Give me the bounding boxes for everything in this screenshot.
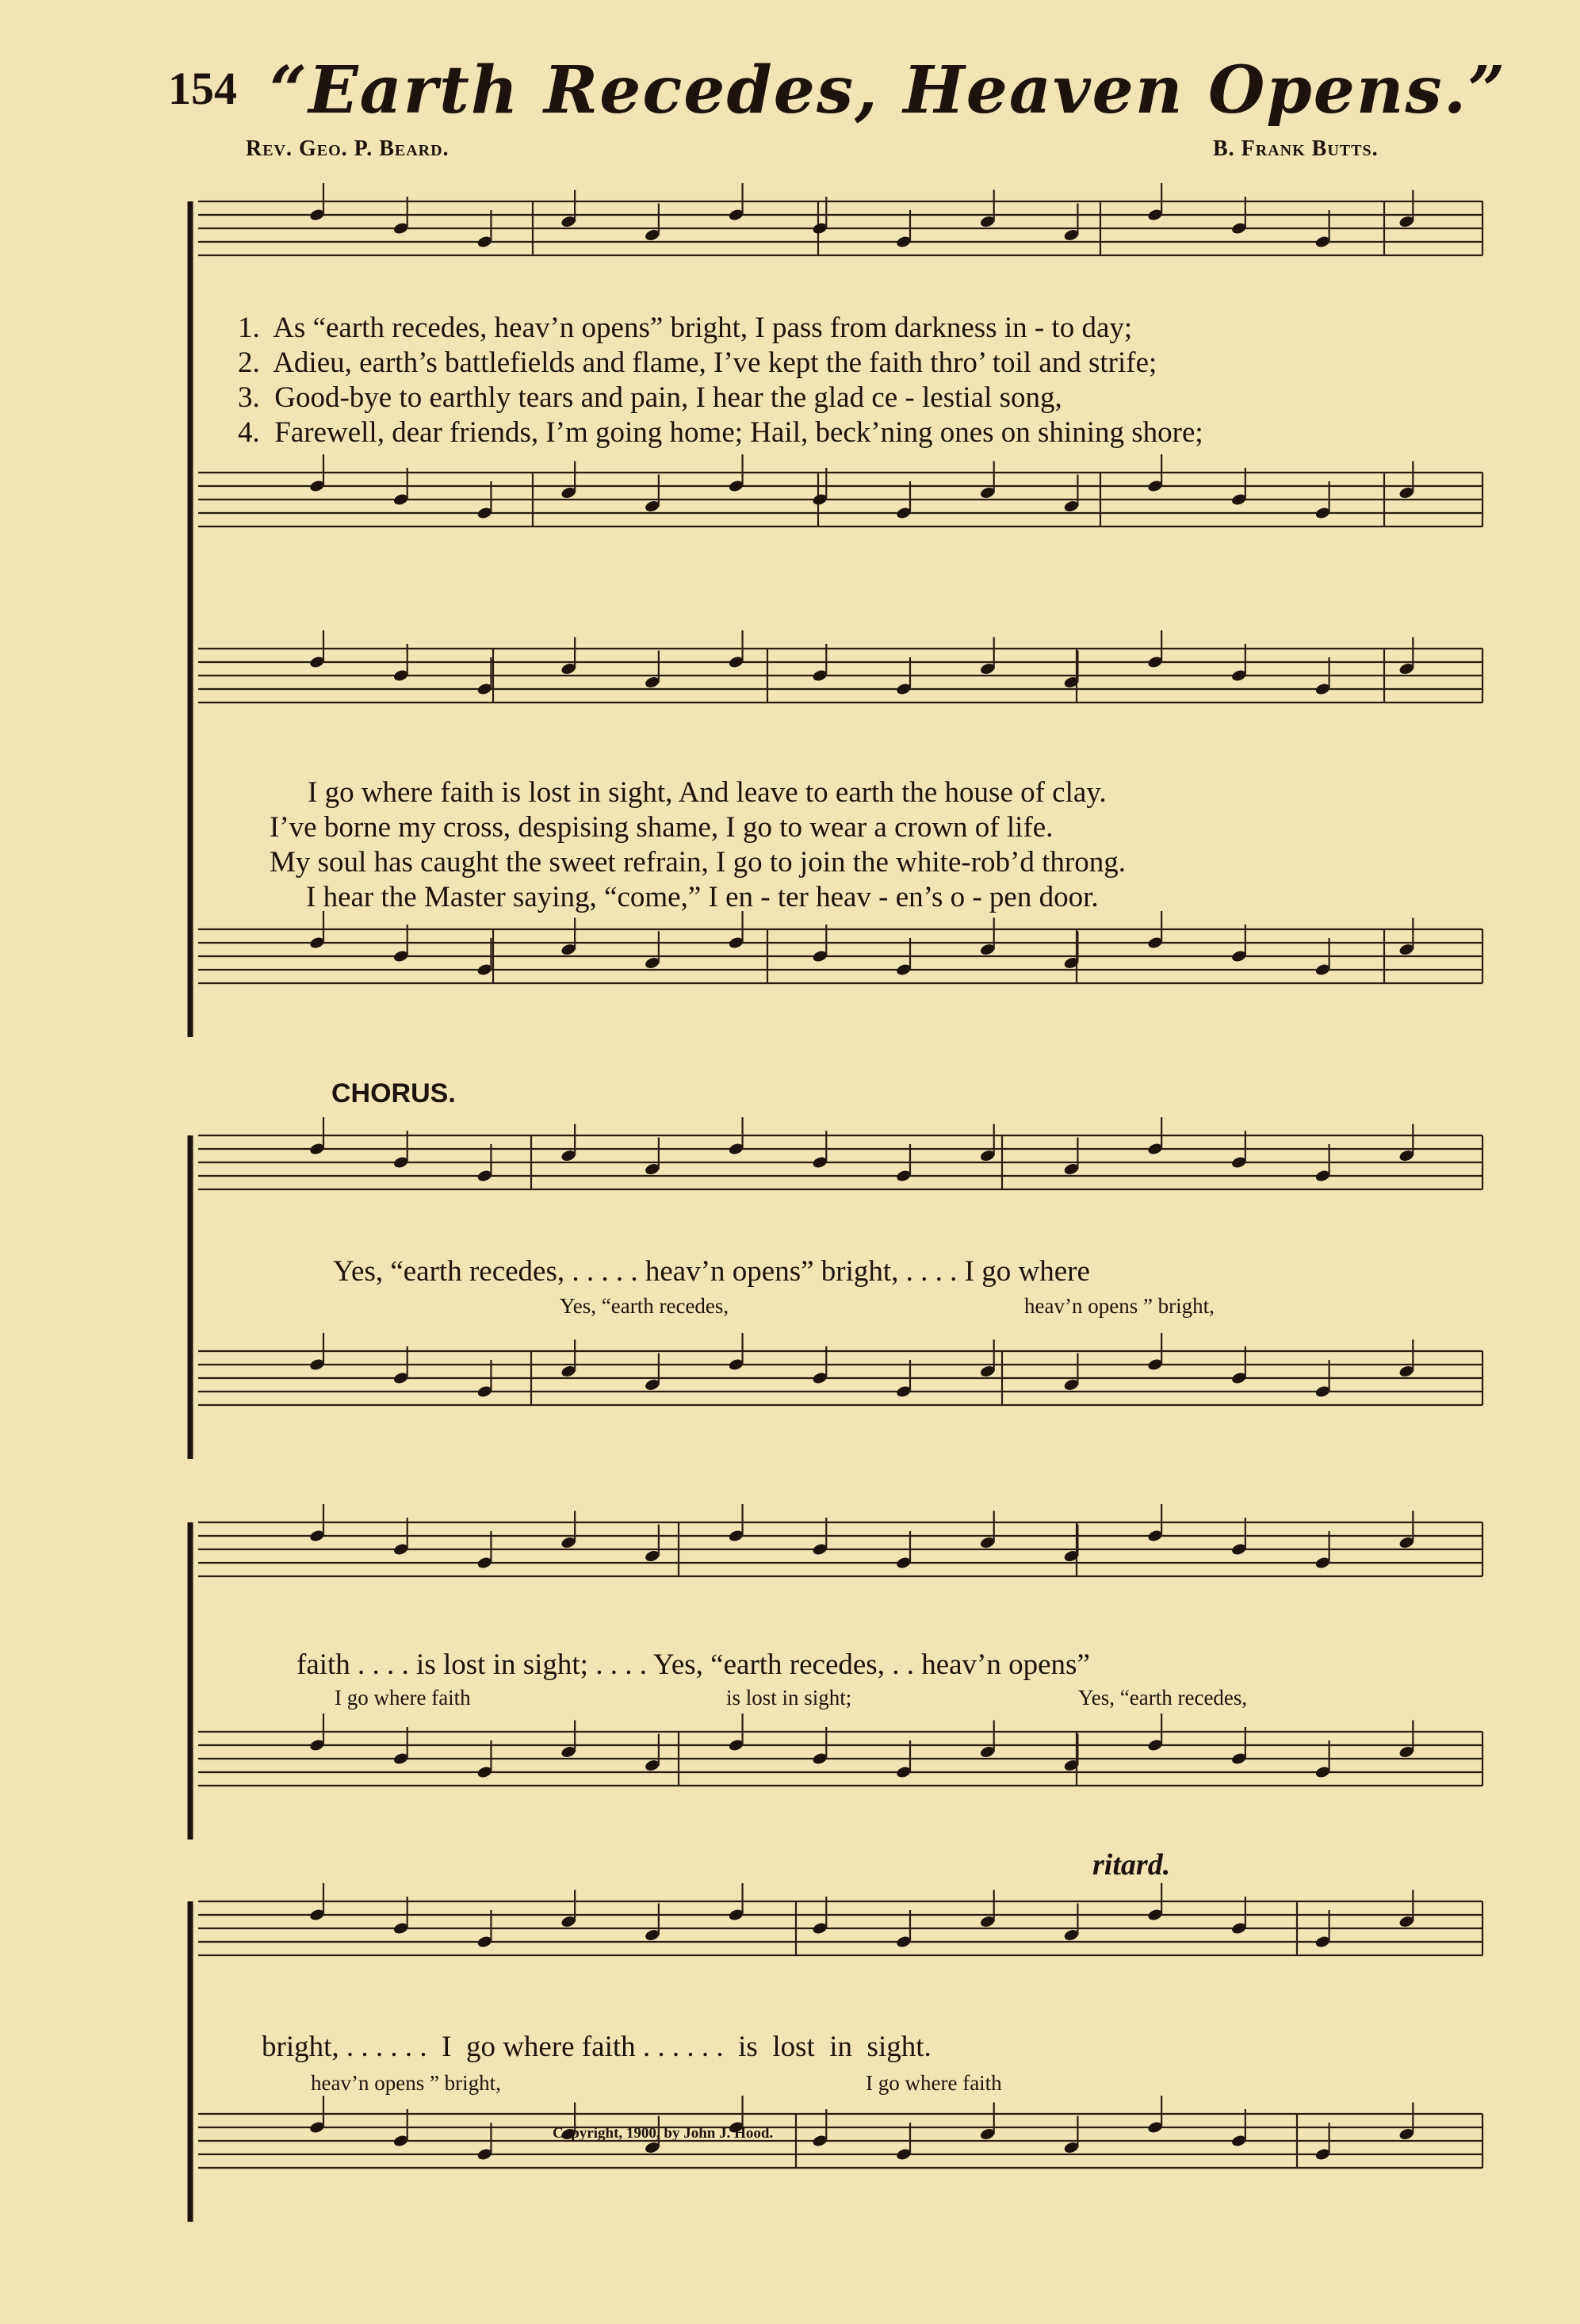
verse-line-2: 2. Adieu, earth’s battlefields and flame, I’ve kept the faith thro’ toil and strife; bbox=[238, 346, 1157, 379]
verse2-line-3: My soul has caught the sweet refrain, I go to join the white-rob’d throng. bbox=[270, 846, 1126, 879]
chorus-lyric-1: Yes, “earth recedes, . . . . . heav’n opens” bright, . . . . I go where bbox=[333, 1255, 1090, 1288]
staff-8 bbox=[198, 1713, 1482, 1786]
verse-line-4: 4. Farewell, dear friends, I’m going home; Hail, beck’ning ones on shining shore; bbox=[238, 416, 1203, 449]
chorus-bass-lyric-2a: I go where faith bbox=[335, 1686, 471, 1709]
chorus-bass-lyric-2c: Yes, “earth recedes, bbox=[1078, 1686, 1248, 1709]
chorus-label: CHORUS. bbox=[331, 1078, 456, 1108]
ritard-marking: ritard. bbox=[1092, 1848, 1171, 1882]
chorus-bass-lyric-3b: I go where faith bbox=[866, 2071, 1002, 2095]
staff-1 bbox=[198, 183, 1482, 255]
verse2-line-4: I hear the Master saying, “come,” I en - ter heav - en’s o - pen door. bbox=[306, 881, 1099, 913]
copyright-notice: Copyright, 1900, by John J. Hood. bbox=[553, 2125, 774, 2142]
verse2-line-2: I’ve borne my cross, despising shame, I go to wear a crown of life. bbox=[270, 811, 1054, 844]
verse2-line-1: I go where faith is lost in sight, And leave to earth the house of clay. bbox=[308, 776, 1107, 809]
composer-credit: B. Frank Butts. bbox=[1213, 136, 1379, 161]
author-credit: Rev. Geo. P. Beard. bbox=[246, 136, 450, 161]
chorus-bass-lyric-1a: Yes, “earth recedes, bbox=[560, 1294, 729, 1318]
chorus-bass-lyric-2b: is lost in sight; bbox=[726, 1686, 852, 1709]
staff-7 bbox=[198, 1504, 1482, 1576]
staff-5 bbox=[198, 1117, 1482, 1189]
chorus-bass-lyric-1b: heav’n opens ” bright, bbox=[1024, 1294, 1215, 1318]
verse-line-3: 3. Good-bye to earthly tears and pain, I hear the glad ce - lestial song, bbox=[238, 381, 1062, 414]
staff-10 bbox=[198, 2096, 1482, 2168]
staff-2 bbox=[198, 454, 1482, 526]
chorus-lyric-3: bright, . . . . . . I go where faith . . . . . . is lost in sight. bbox=[262, 2031, 932, 2063]
staff-6 bbox=[198, 1333, 1482, 1405]
hymn-title: “Earth Recedes, Heaven Opens.” bbox=[270, 52, 1507, 128]
verse-line-1: 1. As “earth recedes, heav’n opens” bright, I pass from darkness in - to day; bbox=[238, 312, 1133, 344]
staff-9 bbox=[198, 1883, 1482, 1955]
staff-4 bbox=[198, 911, 1482, 983]
chorus-bass-lyric-3a: heav’n opens ” bright, bbox=[311, 2071, 501, 2095]
chorus-lyric-2: faith . . . . is lost in sight; . . . . Yes, “earth recedes, . . heav’n opens” bbox=[296, 1648, 1090, 1681]
staff-3 bbox=[198, 630, 1482, 703]
page-number: 154 bbox=[168, 63, 237, 114]
